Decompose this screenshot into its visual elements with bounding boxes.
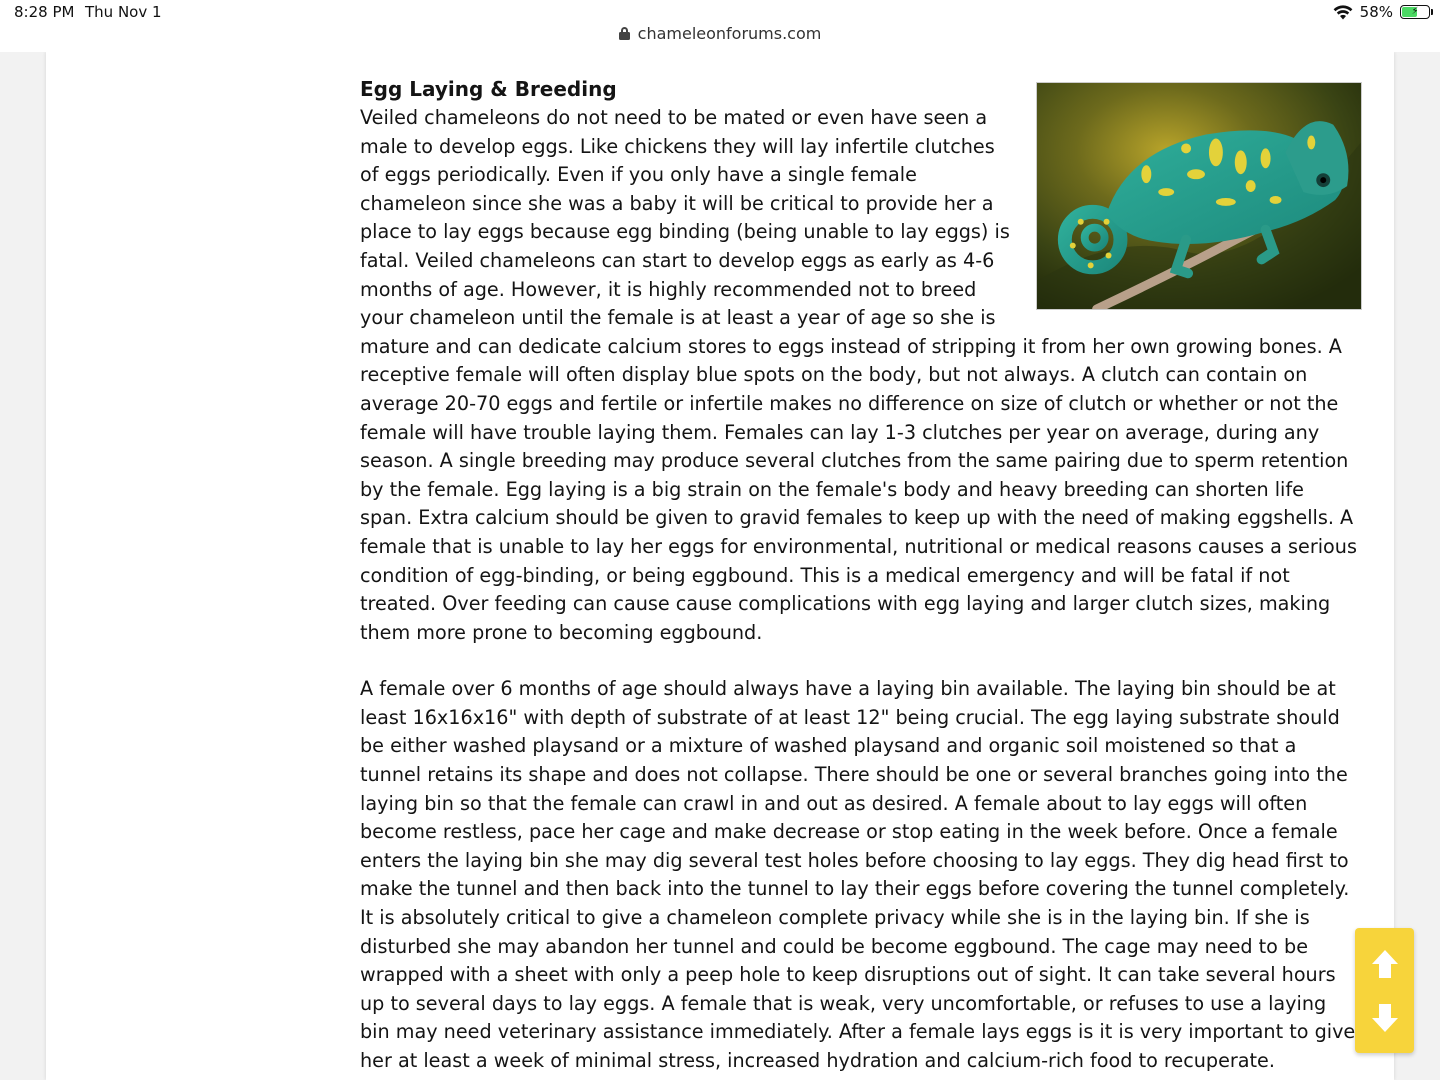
content-card (46, 52, 1394, 1080)
article-paragraph: Veiled chameleons do not need to be mated or even have seen a male to develop eggs. Like chickens they will lay infertile clutches of eggs periodically. Even if you only have a single female chameleon since she was a baby it will be critical to provide her a place to lay eggs because egg binding (being unable to lay eggs) is fatal. Veiled chameleons can start to develop eggs as early as 4-6 months of age. However, it is highly recommended not to breed your chameleon until the female is at least a year of age so she is mature and can dedicate calcium stores to eggs instead of stripping it from her own growing bones. A receptive female will often display blue spots on the body, but not always. A clutch can contain on average 20-70 eggs and fertile or infertile makes no difference on size of clutch or whether or not the female will have trouble laying them. Females can lay 1-3 clutches per year on average, during any season. A single breeding may produce several clutches from the same pairing due to sperm retention by the female. Egg laying is a big strain on the female's body and heavy breeding can shorten life span. Extra calcium should be given to gravid females to keep up with the need of making eggshells. A female that is unable to lay her eggs for environmental, nutritional or medical reasons causes a serious condition of egg-binding, or being eggbound. This is a medical emergency and will be fatal if not treated. Over feeding can cause cause complications with egg laying and larger clutch sizes, making them more prone to becoming eggbound. (360, 106, 1357, 644)
status-bar (0, 0, 1440, 52)
charging-bolt-icon: ⚡︎ (1411, 6, 1419, 17)
lock-icon (619, 27, 630, 40)
chameleon-photo (1036, 82, 1362, 310)
status-indicators (1333, 3, 1430, 21)
wifi-icon (1333, 4, 1353, 20)
arrow-up-icon (1370, 948, 1400, 980)
scroll-widget (1355, 928, 1414, 1053)
status-date: Thu Nov 1 (85, 3, 162, 21)
status-time: 8:28 PM (14, 3, 75, 21)
url-bar[interactable] (0, 24, 1440, 43)
article-heading: Egg Laying & Breeding (360, 77, 617, 101)
article (360, 74, 1360, 1076)
url-text: chameleonforums.com (637, 24, 822, 43)
scroll-up-button[interactable] (1355, 936, 1414, 992)
article-paragraph: A female over 6 months of age should always have a laying bin available. The laying bin should be at least 16x16x16" with depth of substrate of at least 12" being crucial. The egg laying substrate should be either washed playsand or a mixture of washed playsand and organic soil moistened so that a tunnel retains its shape and does not collapse. There should be one or several branches going into the laying bin so that the female can crawl in and out as desired. A female about to lay eggs will often become restless, pace her cage and make decrease or stop eating in the week before. Once a female enters the laying bin she may dig several test holes before choosing to lay eggs. They dig head first to make the tunnel and then back into the tunnel to lay their eggs before covering the tunnel completely. It is absolutely critical to give a chameleon complete privacy while she is in the laying bin. If she is disturbed she may abandon her tunnel and could be become eggbound. The cage may need to be wrapped with a sheet with only a peep hole to keep disruptions out of sight. It can take several hours up to several days to lay eggs. A female that is weak, very uncomfortable, or refuses to use a laying bin may need veterinary assistance immediately. After a female lays eggs is it is very important to give her at least a week of minimal stress, increased hydration and calcium-rich food to recuperate. (360, 677, 1356, 1072)
battery-percentage: 58% (1359, 3, 1393, 21)
scroll-down-button[interactable] (1355, 990, 1414, 1046)
arrow-down-icon (1370, 1002, 1400, 1034)
page-background (0, 52, 1440, 1080)
battery-icon (1400, 5, 1430, 19)
